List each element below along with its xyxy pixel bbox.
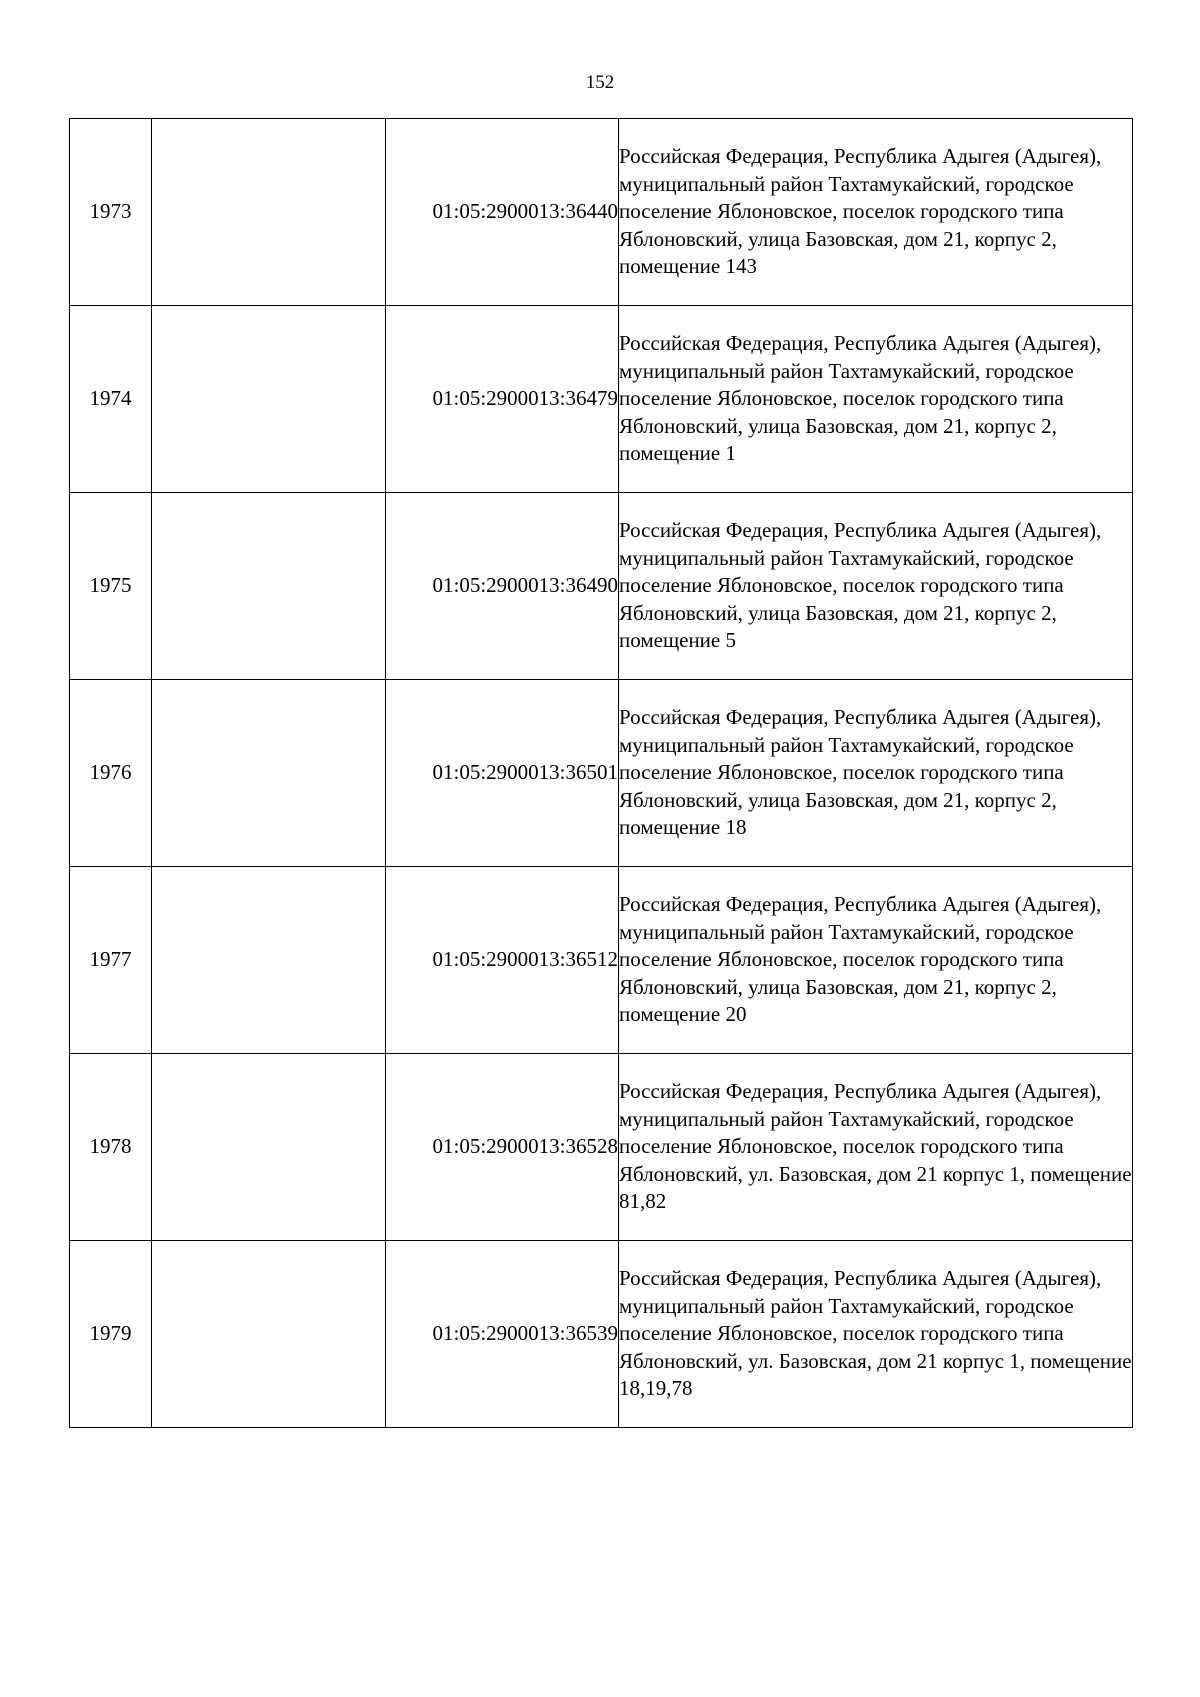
address: Российская Федерация, Республика Адыгея (Адыгея), муниципальный район Тахтамукайский, городское поселение Яблоновское, поселок городского типа Яблоновский, ул. Базовская, дом 21 корпус 1, помещение 81,82 xyxy=(619,1054,1133,1241)
address: Российская Федерация, Республика Адыгея (Адыгея), муниципальный район Тахтамукайский, городское поселение Яблоновское, поселок городского типа Яблоновский, улица Базовская, дом 21, корпус 2, помещение 1 xyxy=(619,306,1133,493)
empty-cell xyxy=(152,1054,386,1241)
empty-cell xyxy=(152,867,386,1054)
cadastral-number: 01:05:2900013:36539 xyxy=(386,1241,619,1428)
cadastral-number: 01:05:2900013:36528 xyxy=(386,1054,619,1241)
address: Российская Федерация, Республика Адыгея (Адыгея), муниципальный район Тахтамукайский, городское поселение Яблоновское, поселок городского типа Яблоновский, улица Базовская, дом 21, корпус 2, помещение 18 xyxy=(619,680,1133,867)
table-row xyxy=(70,493,1133,680)
empty-cell xyxy=(152,680,386,867)
table-row xyxy=(70,680,1133,867)
address: Российская Федерация, Республика Адыгея (Адыгея), муниципальный район Тахтамукайский, городское поселение Яблоновское, поселок городского типа Яблоновский, ул. Базовская, дом 21 корпус 1, помещение 18,19,78 xyxy=(619,1241,1133,1428)
page-number: 152 xyxy=(585,72,615,93)
cadastral-number: 01:05:2900013:36479 xyxy=(386,306,619,493)
table-row xyxy=(70,867,1133,1054)
table-row xyxy=(70,306,1133,493)
empty-cell xyxy=(152,119,386,306)
empty-cell xyxy=(152,493,386,680)
row-number: 1973 xyxy=(70,119,152,306)
address: Российская Федерация, Республика Адыгея (Адыгея), муниципальный район Тахтамукайский, городское поселение Яблоновское, поселок городского типа Яблоновский, улица Базовская, дом 21, корпус 2, помещение 20 xyxy=(619,867,1133,1054)
cadastral-number: 01:05:2900013:36501 xyxy=(386,680,619,867)
row-number: 1978 xyxy=(70,1054,152,1241)
table-row xyxy=(70,119,1133,306)
registry-table xyxy=(69,118,1133,1428)
table-row xyxy=(70,1054,1133,1241)
address: Российская Федерация, Республика Адыгея (Адыгея), муниципальный район Тахтамукайский, городское поселение Яблоновское, поселок городского типа Яблоновский, улица Базовская, дом 21, корпус 2, помещение 143 xyxy=(619,119,1133,306)
cadastral-number: 01:05:2900013:36440 xyxy=(386,119,619,306)
cadastral-number: 01:05:2900013:36490 xyxy=(386,493,619,680)
row-number: 1976 xyxy=(70,680,152,867)
row-number: 1975 xyxy=(70,493,152,680)
empty-cell xyxy=(152,1241,386,1428)
row-number: 1977 xyxy=(70,867,152,1054)
empty-cell xyxy=(152,306,386,493)
address: Российская Федерация, Республика Адыгея (Адыгея), муниципальный район Тахтамукайский, городское поселение Яблоновское, поселок городского типа Яблоновский, улица Базовская, дом 21, корпус 2, помещение 5 xyxy=(619,493,1133,680)
row-number: 1974 xyxy=(70,306,152,493)
row-number: 1979 xyxy=(70,1241,152,1428)
cadastral-number: 01:05:2900013:36512 xyxy=(386,867,619,1054)
table-row xyxy=(70,1241,1133,1428)
